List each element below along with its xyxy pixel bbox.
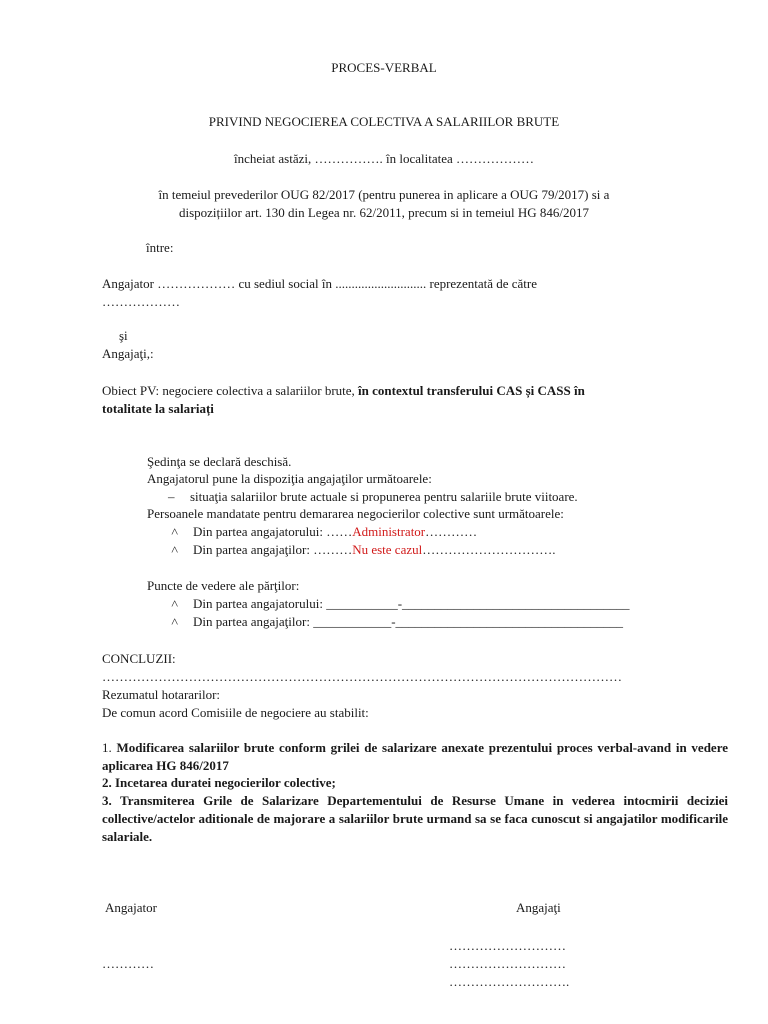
employees-signature-dots-3: ………………………. bbox=[449, 974, 570, 989]
legal-basis-line-1: în temeiul prevederilor OUG 82/2017 (pentru punerea in aplicare a OUG 79/2017) si a bbox=[158, 187, 610, 202]
rep-employer-value: Administrator bbox=[352, 524, 426, 539]
conclusion-item-1 bbox=[102, 739, 728, 775]
dash-bullet: – bbox=[168, 489, 175, 504]
rep-employer-line bbox=[171, 523, 477, 541]
rep-employer-label: Din partea angajatorului: …… bbox=[193, 524, 353, 539]
rep-employer-tail: ………… bbox=[425, 524, 478, 539]
object-line-2: totalitate la salariați bbox=[102, 401, 214, 416]
conclusion-item-3: 3. Transmiterea Grile de Salarizare Departementului de Resurse Umane in vederea intocmirii deciziei collective/actelor aditionale de majorare a salariilor brute urmand sa se faca cunoscut si angajatilor modificarile salariale. bbox=[102, 793, 728, 844]
document-subtitle: PRIVIND NEGOCIEREA COLECTIVA A SALARIILOR BRUTE bbox=[208, 114, 560, 129]
viewpoints-heading: Puncte de vedere ale părţilor: bbox=[147, 578, 300, 593]
legal-basis-line-2: dispozițiilor art. 130 din Legea nr. 62/2011, precum si in temeiul HG 846/2017 bbox=[178, 205, 590, 220]
conclusions-dots: ………………………………………………………………………………………………………… bbox=[102, 669, 622, 684]
employees-signature-dots-2: ……………………… bbox=[449, 956, 566, 971]
dash-item-text: situaţia salariilor brute actuale si propunerea pentru salariile brute viitoare. bbox=[190, 489, 578, 504]
summary-label: Rezumatul hotararilor: bbox=[102, 687, 221, 702]
employees-signature-dots-1: ……………………… bbox=[449, 938, 566, 953]
concluded-line: încheiat astăzi, ……………. în localitatea ……………… bbox=[233, 151, 534, 166]
viewpoint-employees bbox=[171, 613, 623, 631]
and-label: şi bbox=[119, 328, 128, 343]
caret-bullet: ˄ bbox=[171, 614, 179, 629]
signature-employees-label: Angajaţi bbox=[516, 900, 561, 915]
session-opened: Şedinţa se declară deschisă. bbox=[147, 454, 292, 469]
document-title: PROCES-VERBAL bbox=[331, 60, 437, 75]
employer-dots: ……………… bbox=[102, 294, 180, 309]
viewpoint-employees-text: Din partea angajaţilor: ____________-___________________________________ bbox=[193, 614, 624, 629]
viewpoint-employer-text: Din partea angajatorului: ___________-___________________________________ bbox=[193, 596, 630, 611]
employees-label: Angajaţi,: bbox=[102, 346, 154, 361]
viewpoint-employer bbox=[171, 595, 630, 613]
caret-bullet: ˄ bbox=[171, 524, 179, 539]
caret-bullet: ˄ bbox=[171, 542, 179, 557]
rep-employees-tail: …………………………. bbox=[422, 542, 556, 557]
conclusions-heading: CONCLUZII: bbox=[102, 651, 176, 666]
object-prefix: Obiect PV: negociere colectiva a salariilor brute, bbox=[102, 383, 359, 398]
conclusion-item-2: 2. Incetarea duratei negocierilor colective; bbox=[102, 775, 336, 790]
item1-number: 1. bbox=[102, 740, 117, 755]
signature-employer-label: Angajator bbox=[105, 900, 157, 915]
agreement-label: De comun acord Comisiile de negociere au stabilit: bbox=[102, 705, 369, 720]
rep-employees-line bbox=[171, 541, 555, 559]
dash-list-item bbox=[168, 488, 578, 506]
employer-provides: Angajatorul pune la dispoziţia angajaţilor următoarele: bbox=[147, 471, 432, 486]
item1-text: Modificarea salariilor brute conform grilei de salarizare anexate prezentului proces verbal-avand in vedere aplicarea HG 846/2017 bbox=[102, 740, 728, 773]
rep-employees-value: Nu este cazul bbox=[352, 542, 423, 557]
employer-signature-dots: ………… bbox=[102, 956, 154, 971]
object-line-1 bbox=[102, 382, 585, 400]
object-bold-1: în contextul transferului CAS și CASS în bbox=[358, 383, 585, 398]
employer-line: Angajator ……………… cu sediul social în ............................ reprezentată de către bbox=[102, 276, 538, 291]
rep-employees-label: Din partea angajaţilor: ……… bbox=[193, 542, 353, 557]
caret-bullet: ˄ bbox=[171, 596, 179, 611]
between-label: între: bbox=[146, 240, 174, 255]
mandated-persons: Persoanele mandatate pentru demararea negocierilor colective sunt următoarele: bbox=[147, 506, 564, 521]
